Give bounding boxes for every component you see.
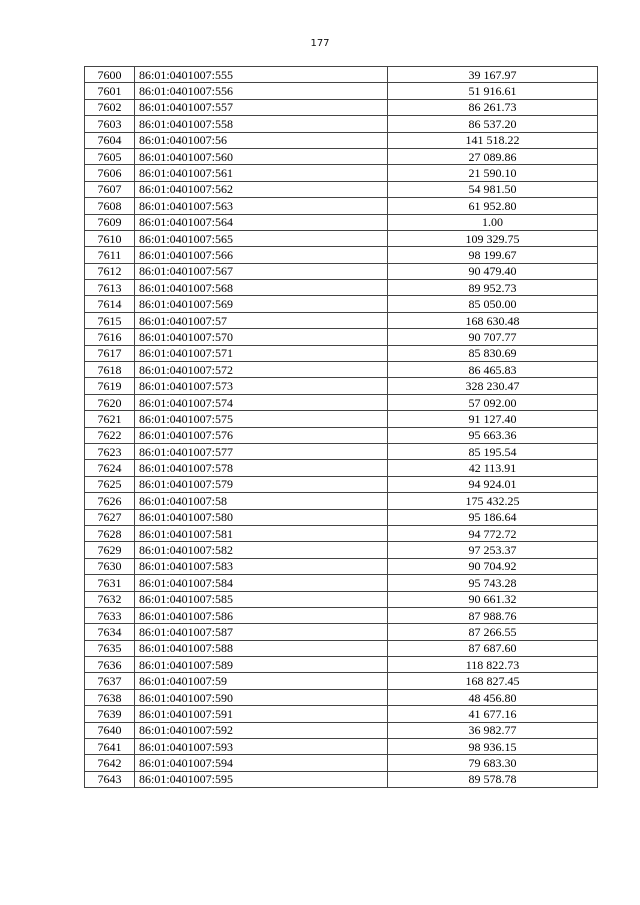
value-cell: 21 590.10 xyxy=(388,165,598,181)
row-number-cell: 7603 xyxy=(85,116,135,132)
row-number-cell: 7626 xyxy=(85,493,135,509)
table-row xyxy=(85,755,598,771)
cadastral-number-cell: 86:01:0401007:563 xyxy=(135,198,388,214)
table-row xyxy=(85,624,598,640)
value-cell: 42 113.91 xyxy=(388,460,598,476)
row-number-cell: 7612 xyxy=(85,263,135,279)
table-row xyxy=(85,739,598,755)
value-cell: 51 916.61 xyxy=(388,83,598,99)
cadastral-number-cell: 86:01:0401007:557 xyxy=(135,99,388,115)
table-row xyxy=(85,148,598,164)
cadastral-number-cell: 86:01:0401007:580 xyxy=(135,509,388,525)
value-cell: 175 432.25 xyxy=(388,493,598,509)
cadastral-number-cell: 86:01:0401007:579 xyxy=(135,476,388,492)
row-number-cell: 7607 xyxy=(85,181,135,197)
row-number-cell: 7625 xyxy=(85,476,135,492)
table-row xyxy=(85,673,598,689)
cadastral-number-cell: 86:01:0401007:566 xyxy=(135,247,388,263)
value-cell: 1.00 xyxy=(388,214,598,230)
value-cell: 27 089.86 xyxy=(388,148,598,164)
table-row xyxy=(85,280,598,296)
table-row xyxy=(85,575,598,591)
table-row xyxy=(85,657,598,673)
cadastral-number-cell: 86:01:0401007:564 xyxy=(135,214,388,230)
table-row xyxy=(85,132,598,148)
table-row xyxy=(85,640,598,656)
row-number-cell: 7640 xyxy=(85,722,135,738)
row-number-cell: 7613 xyxy=(85,280,135,296)
value-cell: 85 050.00 xyxy=(388,296,598,312)
value-cell: 118 822.73 xyxy=(388,657,598,673)
cadastral-number-cell: 86:01:0401007:587 xyxy=(135,624,388,640)
table-row xyxy=(85,558,598,574)
value-cell: 36 982.77 xyxy=(388,722,598,738)
cadastral-number-cell: 86:01:0401007:567 xyxy=(135,263,388,279)
table-row xyxy=(85,181,598,197)
value-cell: 90 704.92 xyxy=(388,558,598,574)
table-row xyxy=(85,542,598,558)
value-cell: 85 195.54 xyxy=(388,443,598,459)
value-cell: 95 663.36 xyxy=(388,427,598,443)
cadastral-number-cell: 86:01:0401007:589 xyxy=(135,657,388,673)
table-row xyxy=(85,296,598,312)
table-row xyxy=(85,247,598,263)
value-cell: 91 127.40 xyxy=(388,411,598,427)
table-row xyxy=(85,230,598,246)
cadastral-number-cell: 86:01:0401007:574 xyxy=(135,394,388,410)
value-cell: 141 518.22 xyxy=(388,132,598,148)
cadastral-number-cell: 86:01:0401007:571 xyxy=(135,345,388,361)
value-cell: 86 537.20 xyxy=(388,116,598,132)
value-cell: 95 743.28 xyxy=(388,575,598,591)
cadastral-number-cell: 86:01:0401007:58 xyxy=(135,493,388,509)
table-row xyxy=(85,67,598,83)
table-row xyxy=(85,345,598,361)
row-number-cell: 7631 xyxy=(85,575,135,591)
row-number-cell: 7628 xyxy=(85,525,135,541)
row-number-cell: 7635 xyxy=(85,640,135,656)
row-number-cell: 7627 xyxy=(85,509,135,525)
cadastral-number-cell: 86:01:0401007:570 xyxy=(135,329,388,345)
row-number-cell: 7642 xyxy=(85,755,135,771)
row-number-cell: 7632 xyxy=(85,591,135,607)
cadastral-number-cell: 86:01:0401007:582 xyxy=(135,542,388,558)
cadastral-number-cell: 86:01:0401007:561 xyxy=(135,165,388,181)
table-row xyxy=(85,525,598,541)
table-row xyxy=(85,362,598,378)
row-number-cell: 7634 xyxy=(85,624,135,640)
value-cell: 94 924.01 xyxy=(388,476,598,492)
value-cell: 87 988.76 xyxy=(388,607,598,623)
table-row xyxy=(85,83,598,99)
value-cell: 41 677.16 xyxy=(388,706,598,722)
cadastral-number-cell: 86:01:0401007:584 xyxy=(135,575,388,591)
row-number-cell: 7643 xyxy=(85,771,135,787)
row-number-cell: 7609 xyxy=(85,214,135,230)
value-cell: 89 952.73 xyxy=(388,280,598,296)
value-cell: 95 186.64 xyxy=(388,509,598,525)
value-cell: 109 329.75 xyxy=(388,230,598,246)
row-number-cell: 7614 xyxy=(85,296,135,312)
row-number-cell: 7636 xyxy=(85,657,135,673)
cadastral-number-cell: 86:01:0401007:573 xyxy=(135,378,388,394)
row-number-cell: 7601 xyxy=(85,83,135,99)
row-number-cell: 7637 xyxy=(85,673,135,689)
cadastral-number-cell: 86:01:0401007:592 xyxy=(135,722,388,738)
value-cell: 86 465.83 xyxy=(388,362,598,378)
cadastral-number-cell: 86:01:0401007:591 xyxy=(135,706,388,722)
row-number-cell: 7639 xyxy=(85,706,135,722)
cadastral-number-cell: 86:01:0401007:593 xyxy=(135,739,388,755)
table-row xyxy=(85,722,598,738)
table-row xyxy=(85,591,598,607)
row-number-cell: 7610 xyxy=(85,230,135,246)
row-number-cell: 7624 xyxy=(85,460,135,476)
row-number-cell: 7619 xyxy=(85,378,135,394)
row-number-cell: 7618 xyxy=(85,362,135,378)
value-cell: 48 456.80 xyxy=(388,689,598,705)
row-number-cell: 7633 xyxy=(85,607,135,623)
value-cell: 79 683.30 xyxy=(388,755,598,771)
value-cell: 57 092.00 xyxy=(388,394,598,410)
row-number-cell: 7641 xyxy=(85,739,135,755)
table-row xyxy=(85,214,598,230)
row-number-cell: 7620 xyxy=(85,394,135,410)
cadastral-number-cell: 86:01:0401007:56 xyxy=(135,132,388,148)
row-number-cell: 7615 xyxy=(85,312,135,328)
cadastral-number-cell: 86:01:0401007:586 xyxy=(135,607,388,623)
value-cell: 168 827.45 xyxy=(388,673,598,689)
value-cell: 85 830.69 xyxy=(388,345,598,361)
table-row xyxy=(85,411,598,427)
cadastral-number-cell: 86:01:0401007:59 xyxy=(135,673,388,689)
cadastral-number-cell: 86:01:0401007:556 xyxy=(135,83,388,99)
cadastral-number-cell: 86:01:0401007:595 xyxy=(135,771,388,787)
row-number-cell: 7622 xyxy=(85,427,135,443)
row-number-cell: 7602 xyxy=(85,99,135,115)
cadastral-number-cell: 86:01:0401007:588 xyxy=(135,640,388,656)
cadastral-number-cell: 86:01:0401007:594 xyxy=(135,755,388,771)
table-row xyxy=(85,607,598,623)
row-number-cell: 7608 xyxy=(85,198,135,214)
value-cell: 87 266.55 xyxy=(388,624,598,640)
table-row xyxy=(85,329,598,345)
cadastral-number-cell: 86:01:0401007:576 xyxy=(135,427,388,443)
row-number-cell: 7621 xyxy=(85,411,135,427)
table-row xyxy=(85,476,598,492)
cadastral-number-cell: 86:01:0401007:568 xyxy=(135,280,388,296)
value-cell: 90 661.32 xyxy=(388,591,598,607)
table-row xyxy=(85,394,598,410)
table-row xyxy=(85,771,598,787)
value-cell: 39 167.97 xyxy=(388,67,598,83)
value-cell: 86 261.73 xyxy=(388,99,598,115)
value-cell: 328 230.47 xyxy=(388,378,598,394)
table-row xyxy=(85,378,598,394)
row-number-cell: 7617 xyxy=(85,345,135,361)
value-cell: 90 479.40 xyxy=(388,263,598,279)
table-row xyxy=(85,312,598,328)
table-row xyxy=(85,427,598,443)
cadastral-number-cell: 86:01:0401007:575 xyxy=(135,411,388,427)
row-number-cell: 7606 xyxy=(85,165,135,181)
cadastral-value-table xyxy=(84,66,598,788)
value-cell: 89 578.78 xyxy=(388,771,598,787)
table-row xyxy=(85,689,598,705)
table-row xyxy=(85,706,598,722)
table-row xyxy=(85,165,598,181)
cadastral-number-cell: 86:01:0401007:581 xyxy=(135,525,388,541)
row-number-cell: 7630 xyxy=(85,558,135,574)
row-number-cell: 7638 xyxy=(85,689,135,705)
value-cell: 168 630.48 xyxy=(388,312,598,328)
row-number-cell: 7623 xyxy=(85,443,135,459)
value-cell: 97 253.37 xyxy=(388,542,598,558)
page-number: 177 xyxy=(310,38,330,49)
value-cell: 90 707.77 xyxy=(388,329,598,345)
value-cell: 54 981.50 xyxy=(388,181,598,197)
cadastral-number-cell: 86:01:0401007:57 xyxy=(135,312,388,328)
table-row xyxy=(85,263,598,279)
cadastral-number-cell: 86:01:0401007:577 xyxy=(135,443,388,459)
cadastral-number-cell: 86:01:0401007:558 xyxy=(135,116,388,132)
table-row xyxy=(85,116,598,132)
table-row xyxy=(85,493,598,509)
value-cell: 98 936.15 xyxy=(388,739,598,755)
value-cell: 61 952.80 xyxy=(388,198,598,214)
cadastral-number-cell: 86:01:0401007:572 xyxy=(135,362,388,378)
cadastral-number-cell: 86:01:0401007:569 xyxy=(135,296,388,312)
cadastral-number-cell: 86:01:0401007:565 xyxy=(135,230,388,246)
cadastral-number-cell: 86:01:0401007:562 xyxy=(135,181,388,197)
row-number-cell: 7616 xyxy=(85,329,135,345)
value-cell: 94 772.72 xyxy=(388,525,598,541)
row-number-cell: 7605 xyxy=(85,148,135,164)
table-row xyxy=(85,443,598,459)
row-number-cell: 7611 xyxy=(85,247,135,263)
table-row xyxy=(85,460,598,476)
cadastral-number-cell: 86:01:0401007:585 xyxy=(135,591,388,607)
row-number-cell: 7604 xyxy=(85,132,135,148)
cadastral-number-cell: 86:01:0401007:583 xyxy=(135,558,388,574)
row-number-cell: 7629 xyxy=(85,542,135,558)
table-row xyxy=(85,99,598,115)
table-body xyxy=(85,67,598,788)
table-row xyxy=(85,509,598,525)
cadastral-number-cell: 86:01:0401007:555 xyxy=(135,67,388,83)
value-cell: 87 687.60 xyxy=(388,640,598,656)
table-row xyxy=(85,198,598,214)
cadastral-number-cell: 86:01:0401007:560 xyxy=(135,148,388,164)
value-cell: 98 199.67 xyxy=(388,247,598,263)
row-number-cell: 7600 xyxy=(85,67,135,83)
cadastral-number-cell: 86:01:0401007:578 xyxy=(135,460,388,476)
cadastral-number-cell: 86:01:0401007:590 xyxy=(135,689,388,705)
